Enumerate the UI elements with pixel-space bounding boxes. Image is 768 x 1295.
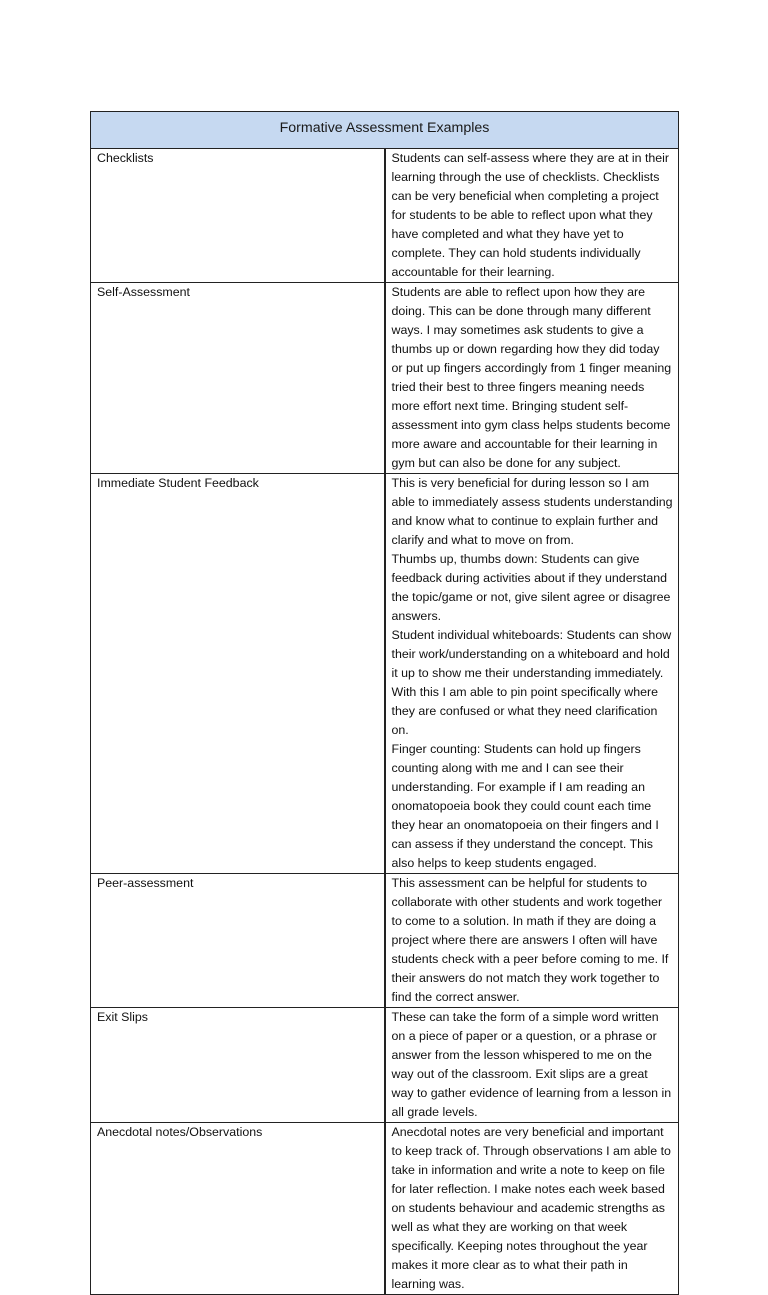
row-description-paragraph: This assessment can be helpful for students to collaborate with other students and work together to come to a solution. In math if they are doing a project where there are answers I often will have students check with a peer before coming to me. If their answers do not match they work together to find the correct answer. bbox=[391, 876, 669, 1004]
row-label: Checklists bbox=[97, 151, 154, 165]
row-label-cell bbox=[91, 149, 385, 283]
row-label: Anecdotal notes/Observations bbox=[97, 1125, 263, 1139]
table-row bbox=[91, 874, 679, 1008]
row-description-paragraph: Thumbs up, thumbs down: Students can give feedback during activities about if they understand the topic/game or not, give silent agree or disagree answers. bbox=[391, 552, 671, 623]
row-label-cell bbox=[91, 874, 385, 1008]
row-description-paragraph: Anecdotal notes are very beneficial and important to keep track of. Through observations I am able to take in information and write a note to keep on file for later reflection. I make notes each week based on students behaviour and academic strengths as well as what they are working on that week specifically. Keeping notes throughout the year makes it more clear as to what their path in learning was. bbox=[391, 1125, 671, 1291]
row-description-paragraph: Students can self-assess where they are at in their learning through the use of checklists. Checklists can be very beneficial when completing a project for students to be able to reflect upon what they have completed and what they have yet to complete. They can hold students individually accountable for their learning. bbox=[391, 151, 670, 279]
row-description-paragraph: These can take the form of a simple word written on a piece of paper or a question, or a phrase or answer from the lesson whispered to me on the way out of the classroom. Exit slips are a great way to gather evidence of learning from a lesson in all grade levels. bbox=[391, 1010, 672, 1119]
formative-assessment-table bbox=[90, 111, 679, 1295]
row-description-cell bbox=[385, 474, 679, 874]
row-description-paragraph: Student individual whiteboards: Students can show their work/understanding on a whiteboard and hold it up to show me their understanding immediately. With this I am able to pin point specifically where they are confused or what they need clarification on. bbox=[391, 628, 672, 737]
row-description-paragraph: This is very beneficial for during lesson so I am able to immediately assess students understanding and know what to continue to explain further and clarify and what to move on from. bbox=[391, 476, 673, 547]
assessment-table-container bbox=[90, 111, 679, 1295]
row-label: Self-Assessment bbox=[97, 285, 190, 299]
table-row bbox=[91, 283, 679, 474]
row-description-cell bbox=[385, 874, 679, 1008]
table-header-row bbox=[91, 112, 679, 149]
row-label-cell bbox=[91, 283, 385, 474]
table-title: Formative Assessment Examples bbox=[91, 112, 679, 149]
row-description-paragraph: Students are able to reflect upon how they are doing. This can be done through many different ways. I may sometimes ask students to give a thumbs up or down regarding how they did today or put up fingers accordingly from 1 finger meaning tried their best to three fingers meaning needs more effort next time. Bringing student self-assessment into gym class helps students become more aware and accountable for their learning in gym but can also be done for any subject. bbox=[391, 285, 672, 470]
row-label-cell bbox=[91, 1123, 385, 1295]
table-row bbox=[91, 1123, 679, 1295]
row-description-cell bbox=[385, 1123, 679, 1295]
table-row bbox=[91, 149, 679, 283]
row-label: Exit Slips bbox=[97, 1010, 148, 1024]
row-label-cell bbox=[91, 1008, 385, 1123]
row-description-cell bbox=[385, 1008, 679, 1123]
row-description-paragraph: Finger counting: Students can hold up fingers counting along with me and I can see their understanding. For example if I am reading an onomatopoeia book they could count each time they hear an onomatopoeia on their fingers and I can assess if they understand the concept. This also helps to keep students engaged. bbox=[391, 742, 659, 870]
row-description-cell bbox=[385, 283, 679, 474]
row-label-cell bbox=[91, 474, 385, 874]
table-row bbox=[91, 1008, 679, 1123]
row-label: Peer-assessment bbox=[97, 876, 194, 890]
table-row bbox=[91, 474, 679, 874]
row-description-cell bbox=[385, 149, 679, 283]
row-label: Immediate Student Feedback bbox=[97, 476, 259, 490]
